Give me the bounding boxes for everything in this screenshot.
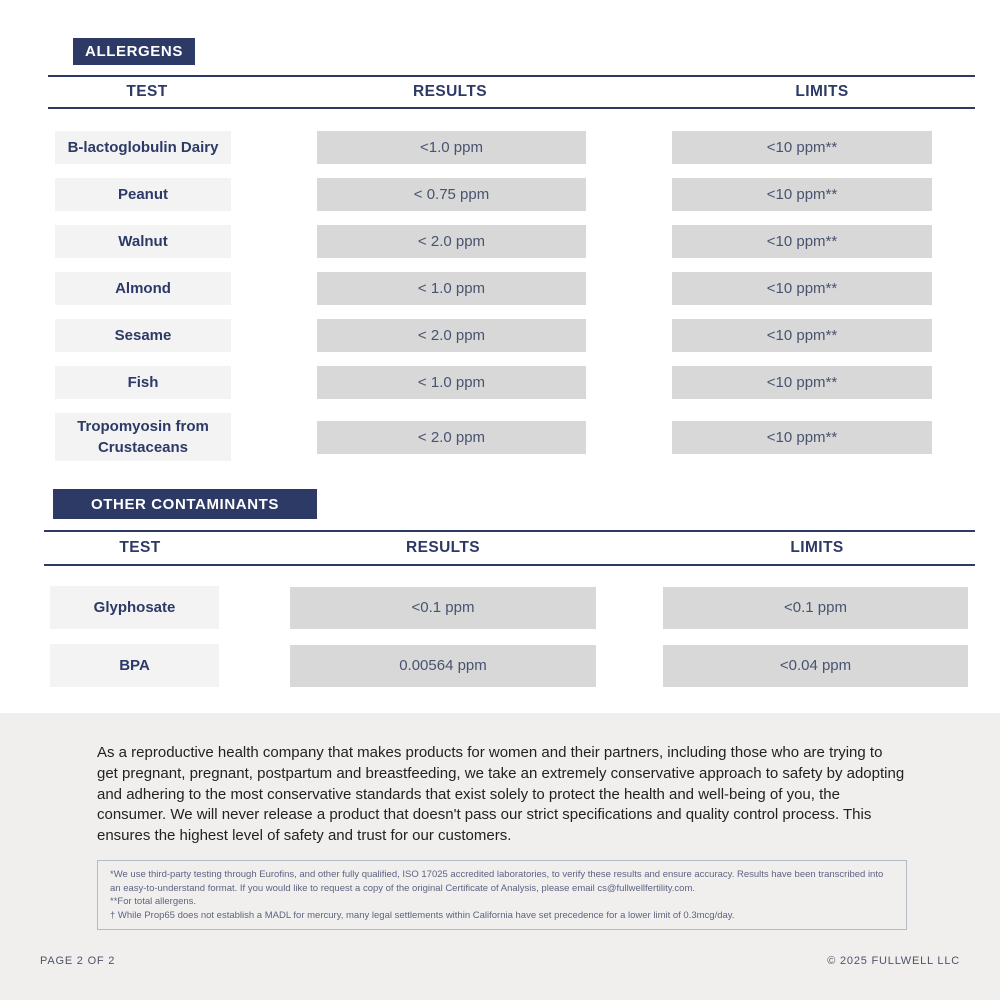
test-name: Almond: [55, 272, 231, 305]
test-name: Sesame: [55, 319, 231, 352]
table-row: [0, 272, 1000, 305]
test-limit: <0.04 ppm: [663, 645, 968, 687]
allergens-section-badge: ALLERGENS: [73, 38, 195, 65]
test-limit: <0.1 ppm: [663, 587, 968, 629]
test-result: < 1.0 ppm: [317, 366, 586, 399]
test-name: Peanut: [55, 178, 231, 211]
test-limit: <10 ppm**: [672, 319, 932, 352]
test-result: < 1.0 ppm: [317, 272, 586, 305]
page-number: PAGE 2 OF 2: [40, 955, 116, 967]
contaminants-table-rows: [0, 586, 1000, 687]
test-name: BPA: [50, 644, 219, 687]
table-row: [0, 225, 1000, 258]
test-limit: <10 ppm**: [672, 178, 932, 211]
test-result: < 2.0 ppm: [317, 421, 586, 454]
test-name: Walnut: [55, 225, 231, 258]
allergens-table-rows: [0, 131, 1000, 461]
copyright-notice: © 2025 FULLWELL LLC: [827, 955, 960, 967]
allergens-table-header: [48, 75, 975, 109]
contaminants-table-header: [44, 530, 975, 566]
column-header-results: RESULTS: [413, 83, 487, 100]
table-row: [0, 366, 1000, 399]
fine-print-line: † While Prop65 does not establish a MADL for mercury, many legal settlements within California have set precedence for a lower limit of 0.3mcg/day.: [110, 909, 735, 921]
column-header-limits: LIMITS: [790, 539, 844, 556]
table-row: [0, 319, 1000, 352]
test-result: <0.1 ppm: [290, 587, 596, 629]
test-result: 0.00564 ppm: [290, 645, 596, 687]
table-row: [0, 644, 1000, 687]
table-row: [0, 586, 1000, 629]
fine-print-box: [97, 860, 907, 930]
test-name: Tropomyosin from Crustaceans: [55, 413, 231, 461]
table-row: [0, 131, 1000, 164]
test-result: < 0.75 ppm: [317, 178, 586, 211]
test-limit: <10 ppm**: [672, 225, 932, 258]
fine-print-line: **For total allergens.: [110, 896, 197, 907]
table-row: [0, 413, 1000, 461]
fine-print-line: *We use third-party testing through Eurofins, and other fully qualified, ISO 17025 accredited laboratories, to verify these results and ensure accuracy. Results have been transcribed into an easy-to-understand format. If you would like to request a copy of the original Certificate of Analysis, please email cs@fullwellfertility.com.: [110, 869, 884, 894]
contaminants-section-badge: OTHER CONTAMINANTS: [53, 489, 317, 519]
test-name: B-lactoglobulin Dairy: [55, 131, 231, 164]
test-result: < 2.0 ppm: [317, 225, 586, 258]
column-header-results: RESULTS: [406, 539, 480, 556]
table-row: [0, 178, 1000, 211]
test-name: Glyphosate: [50, 586, 219, 629]
test-limit: <10 ppm**: [672, 131, 932, 164]
test-result: < 2.0 ppm: [317, 319, 586, 352]
column-header-limits: LIMITS: [795, 83, 849, 100]
column-header-test: TEST: [119, 539, 161, 556]
test-limit: <10 ppm**: [672, 421, 932, 454]
footer-section: [0, 713, 1000, 1000]
column-header-test: TEST: [126, 83, 168, 100]
test-limit: <10 ppm**: [672, 366, 932, 399]
test-result: <1.0 ppm: [317, 131, 586, 164]
test-name: Fish: [55, 366, 231, 399]
test-limit: <10 ppm**: [672, 272, 932, 305]
safety-statement-paragraph: As a reproductive health company that makes products for women and their partners, including those who are trying to get pregnant, pregnant, postpartum and breastfeeding, we take an extremely conservative approach to safety by adopting and adhering to the most conservative standards that exist solely to protect the health and well-being of you, the consumer. We will never release a product that doesn't pass our strict specifications and quality control process. This ensures the highest level of safety and trust for our customers.: [97, 744, 905, 845]
